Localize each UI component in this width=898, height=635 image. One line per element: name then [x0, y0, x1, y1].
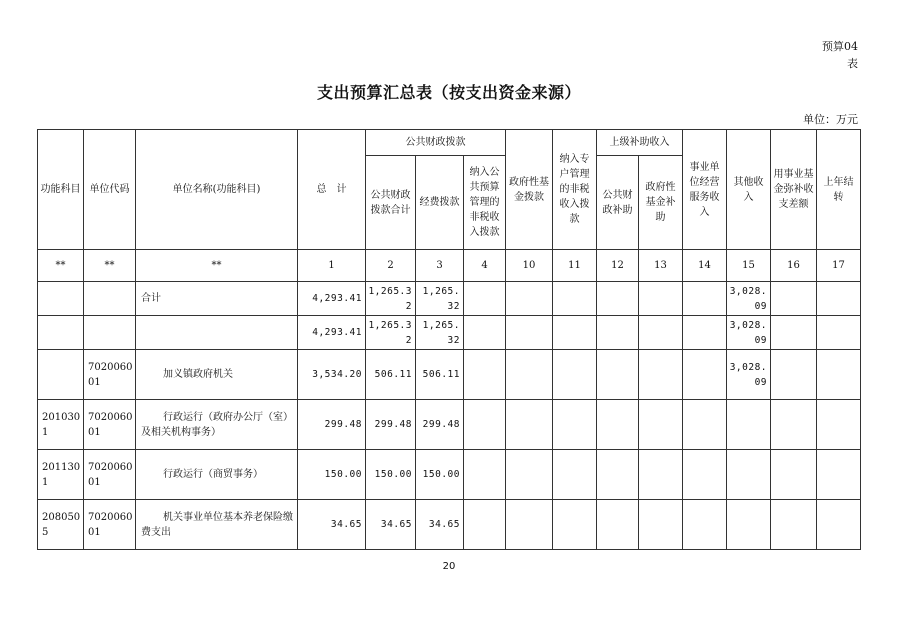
header-pf-expense: 经费拨款 [416, 156, 464, 250]
cell-pf-expense: 1,265.32 [416, 316, 464, 350]
cell-pf-subtotal: 150.00 [366, 450, 416, 500]
cell-upper-public [597, 500, 639, 550]
header-pf-subtotal: 公共财政拨款合计 [366, 156, 416, 250]
budget-table [37, 129, 861, 550]
index-cell: 1 [298, 250, 366, 282]
cell-name-text: 行政运行（政府办公厅（室）及相关机构事务） [141, 411, 293, 438]
cell-upper-public [597, 282, 639, 316]
cell-special-nontax [553, 282, 597, 316]
cell-code [84, 316, 136, 350]
cell-pf-expense: 150.00 [416, 450, 464, 500]
cell-business-income [683, 350, 727, 400]
cell-name [136, 500, 298, 550]
cell-special-nontax [553, 316, 597, 350]
cell-func [38, 350, 84, 400]
cell-special-nontax [553, 450, 597, 500]
cell-gov-fund [506, 450, 553, 500]
cell-code [84, 282, 136, 316]
index-cell: 13 [639, 250, 683, 282]
cell-fund-makeup [771, 282, 817, 316]
cell-total: 4,293.41 [298, 282, 366, 316]
cell-other-income [727, 500, 771, 550]
page-title: 支出预算汇总表（按支出资金来源） [316, 83, 581, 102]
cell-name-text: 行政运行（商贸事务） [163, 469, 263, 480]
header-fund-makeup: 用事业基金弥补收支差额 [771, 130, 817, 250]
cell-pf-nontax [464, 450, 506, 500]
cell-special-nontax [553, 500, 597, 550]
cell-total: 3,534.20 [298, 350, 366, 400]
header-carryover: 上年结转 [817, 130, 861, 250]
cell-pf-subtotal: 299.48 [366, 400, 416, 450]
cell-name: 合计 [136, 282, 298, 316]
cell-pf-expense: 506.11 [416, 350, 464, 400]
table-row [38, 316, 861, 350]
cell-upper-govfund [639, 400, 683, 450]
header-special-nontax: 纳入专户管理的非税收入拨款 [553, 130, 597, 250]
cell-pf-expense: 1,265.32 [416, 282, 464, 316]
cell-fund-makeup [771, 500, 817, 550]
cell-gov-fund [506, 282, 553, 316]
header-row-1 [38, 130, 861, 156]
unit-label: 单位：万元 [803, 113, 858, 126]
cell-upper-govfund [639, 500, 683, 550]
form-number-line2: 表 [847, 57, 858, 70]
cell-total: 34.65 [298, 500, 366, 550]
cell-special-nontax [553, 400, 597, 450]
cell-upper-public [597, 400, 639, 450]
cell-pf-subtotal: 1,265.32 [366, 316, 416, 350]
cell-fund-makeup [771, 350, 817, 400]
cell-pf-expense: 34.65 [416, 500, 464, 550]
cell-gov-fund [506, 316, 553, 350]
cell-fund-makeup [771, 450, 817, 500]
cell-carryover [817, 400, 861, 450]
cell-code: 702006001 [84, 450, 136, 500]
table-row [38, 450, 861, 500]
form-number-line1: 预算04 [822, 40, 858, 53]
cell-other-income: 3,028.09 [727, 350, 771, 400]
table-row [38, 350, 861, 400]
cell-upper-govfund [639, 350, 683, 400]
cell-gov-fund [506, 350, 553, 400]
cell-carryover [817, 316, 861, 350]
cell-func: 2080505 [38, 500, 84, 550]
cell-name [136, 316, 298, 350]
header-total: 总 计 [298, 130, 366, 250]
cell-upper-govfund [639, 316, 683, 350]
form-number [822, 38, 858, 72]
header-upper-public: 公共财政补助 [597, 156, 639, 250]
cell-business-income [683, 282, 727, 316]
cell-other-income [727, 400, 771, 450]
cell-business-income [683, 400, 727, 450]
cell-name [136, 350, 298, 400]
cell-total: 150.00 [298, 450, 366, 500]
table-row [38, 282, 861, 316]
table-row [38, 500, 861, 550]
header-unit-name: 单位名称(功能科目) [136, 130, 298, 250]
cell-func: 2011301 [38, 450, 84, 500]
cell-code: 702006001 [84, 400, 136, 450]
cell-pf-subtotal: 34.65 [366, 500, 416, 550]
cell-func [38, 316, 84, 350]
cell-upper-public [597, 450, 639, 500]
cell-upper-govfund [639, 450, 683, 500]
cell-other-income: 3,028.09 [727, 316, 771, 350]
cell-gov-fund [506, 400, 553, 450]
index-row [38, 250, 861, 282]
cell-gov-fund [506, 500, 553, 550]
cell-pf-nontax [464, 350, 506, 400]
cell-code: 702006001 [84, 350, 136, 400]
index-cell: 15 [727, 250, 771, 282]
cell-special-nontax [553, 350, 597, 400]
index-cell: 10 [506, 250, 553, 282]
cell-carryover [817, 282, 861, 316]
header-unit-code: 单位代码 [84, 130, 136, 250]
index-cell: 3 [416, 250, 464, 282]
cell-total: 299.48 [298, 400, 366, 450]
cell-pf-nontax [464, 400, 506, 450]
cell-pf-nontax [464, 282, 506, 316]
cell-code: 702006001 [84, 500, 136, 550]
cell-pf-nontax [464, 316, 506, 350]
index-cell: 16 [771, 250, 817, 282]
header-upper-govfund: 政府性基金补助 [639, 156, 683, 250]
cell-carryover [817, 500, 861, 550]
cell-carryover [817, 450, 861, 500]
cell-pf-subtotal: 506.11 [366, 350, 416, 400]
cell-name-text: 加义镇政府机关 [163, 369, 233, 380]
cell-name-text: 机关事业单位基本养老保险缴费支出 [141, 511, 293, 538]
cell-fund-makeup [771, 316, 817, 350]
index-cell: 2 [366, 250, 416, 282]
cell-name [136, 450, 298, 500]
index-cell: ** [84, 250, 136, 282]
cell-upper-public [597, 350, 639, 400]
header-other-income: 其他收入 [727, 130, 771, 250]
index-cell: 12 [597, 250, 639, 282]
cell-business-income [683, 316, 727, 350]
index-cell: 17 [817, 250, 861, 282]
index-cell: 4 [464, 250, 506, 282]
cell-business-income [683, 450, 727, 500]
header-business-income: 事业单位经营服务收入 [683, 130, 727, 250]
page-number: 20 [442, 561, 456, 572]
header-gov-fund: 政府性基金拨款 [506, 130, 553, 250]
cell-func [38, 282, 84, 316]
cell-name [136, 400, 298, 450]
cell-other-income: 3,028.09 [727, 282, 771, 316]
header-func-subject: 功能科目 [38, 130, 84, 250]
cell-total: 4,293.41 [298, 316, 366, 350]
table-row [38, 400, 861, 450]
index-cell: ** [38, 250, 84, 282]
header-pf-nontax: 纳入公共预算管理的非税收入拨款 [464, 156, 506, 250]
cell-func: 2010301 [38, 400, 84, 450]
cell-business-income [683, 500, 727, 550]
cell-upper-govfund [639, 282, 683, 316]
header-public-finance: 公共财政拨款 [366, 130, 506, 156]
cell-fund-makeup [771, 400, 817, 450]
index-cell: 14 [683, 250, 727, 282]
cell-pf-expense: 299.48 [416, 400, 464, 450]
cell-pf-nontax [464, 500, 506, 550]
cell-carryover [817, 350, 861, 400]
cell-pf-subtotal: 1,265.32 [366, 282, 416, 316]
index-cell: 11 [553, 250, 597, 282]
header-upper-subsidy: 上级补助收入 [597, 130, 683, 156]
cell-other-income [727, 450, 771, 500]
cell-upper-public [597, 316, 639, 350]
index-cell: ** [136, 250, 298, 282]
